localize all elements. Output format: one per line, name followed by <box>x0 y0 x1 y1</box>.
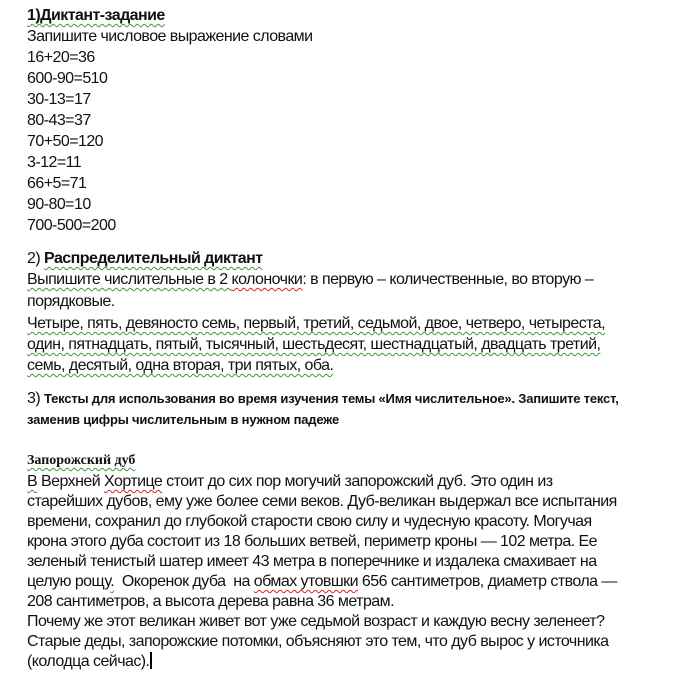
words-line <box>27 335 600 355</box>
section1-title <box>27 6 165 26</box>
text: стоит до сих пор могучий запорожский дуб. Это один из <box>162 473 553 490</box>
text: Тексты для использования во время изучения темы «Имя числительное». Запишите текст, <box>44 391 619 406</box>
text: Окоренок дуба на <box>114 573 254 590</box>
expression: 600-90=510 <box>27 70 108 87</box>
story-line: Старые деды, запорожские потомки, объясняют это тем, что дуб вырос у источника <box>27 633 609 650</box>
text: Четыре, пять, девяносто семь, первый, третий, седьмой, двое, четверо, четыреста, <box>27 315 606 332</box>
story-line <box>27 572 617 592</box>
expression: 30-13=17 <box>27 91 91 108</box>
section3-number: 3) <box>27 390 45 407</box>
words-line <box>27 314 605 334</box>
section1-instruction: Запишите числовое выражение словами <box>27 28 313 45</box>
expression: 70+50=120 <box>27 133 104 150</box>
section3-heading-cont: заменив цифры числительным в нужном падеже <box>27 412 340 427</box>
section2-instruction <box>27 270 593 290</box>
expression: 80-43=37 <box>27 112 91 129</box>
section3-heading <box>27 389 619 409</box>
story-title-text: Запорожский дуб <box>27 453 136 468</box>
text: один, пятнадцать, пятый, тысячный, шестьдесят, шестнадцатый, двадцать третий, <box>27 336 601 353</box>
section2-instruction-cont: порядковые. <box>27 293 115 310</box>
section2-title <box>27 249 263 269</box>
misspelled-word: колоночки <box>231 271 303 288</box>
story-title <box>27 451 135 471</box>
expression: 3-12=11 <box>27 154 82 171</box>
expression: 16+20=36 <box>27 49 95 66</box>
expression: 700-500=200 <box>27 217 116 234</box>
expression: 66+5=71 <box>27 175 87 192</box>
story-line: старейших дубов, ему уже более семи веков. Дуб-великан выдержал все испытания <box>27 493 617 510</box>
text: Верхней <box>37 473 105 490</box>
text: семь, десятый, одна вторая, три пятых, оба. <box>27 357 334 374</box>
misspelled-word: обмах утовшки <box>253 573 359 590</box>
text-cursor <box>150 652 152 669</box>
story-line: 208 сантиметров, а высота дерева равна 36 метрам. <box>27 593 394 610</box>
text: Выпишите числительные в 2 <box>27 271 232 288</box>
story-line: Почему же этот великан живет вот уже седьмой возраст и каждую весну зеленеет? <box>27 613 605 630</box>
story-line <box>27 652 152 672</box>
section2-title-text: Распределительный диктант <box>44 250 263 267</box>
story-line: времени, сохранил до глубокой старости свою силу и чудесную красоту. Могучая <box>27 513 592 530</box>
story-line: зеленый тенистый шатер имеет 43 метра в поперечнике и издалека смахивает на <box>27 553 597 570</box>
misspelled-word: Хортице <box>104 473 163 490</box>
section2-number: 2) <box>27 250 45 267</box>
words-line <box>27 356 333 376</box>
expression: 90-80=10 <box>27 196 91 213</box>
section1-title-text: 1)Диктант-задание <box>27 7 165 24</box>
text: (колодца сейчас). <box>27 653 150 670</box>
story-line: крона этого дуба состоит из 18 больших ветвей, периметр кроны — 102 метра. Ее <box>27 533 597 550</box>
text: 656 сантиметров, диаметр ствола — <box>358 573 617 590</box>
story-line <box>27 472 553 492</box>
text: В <box>27 473 38 490</box>
text: целую рощу <box>27 573 111 590</box>
text: : в первую – количественные, во вторую – <box>302 271 594 288</box>
text: . <box>110 573 115 590</box>
